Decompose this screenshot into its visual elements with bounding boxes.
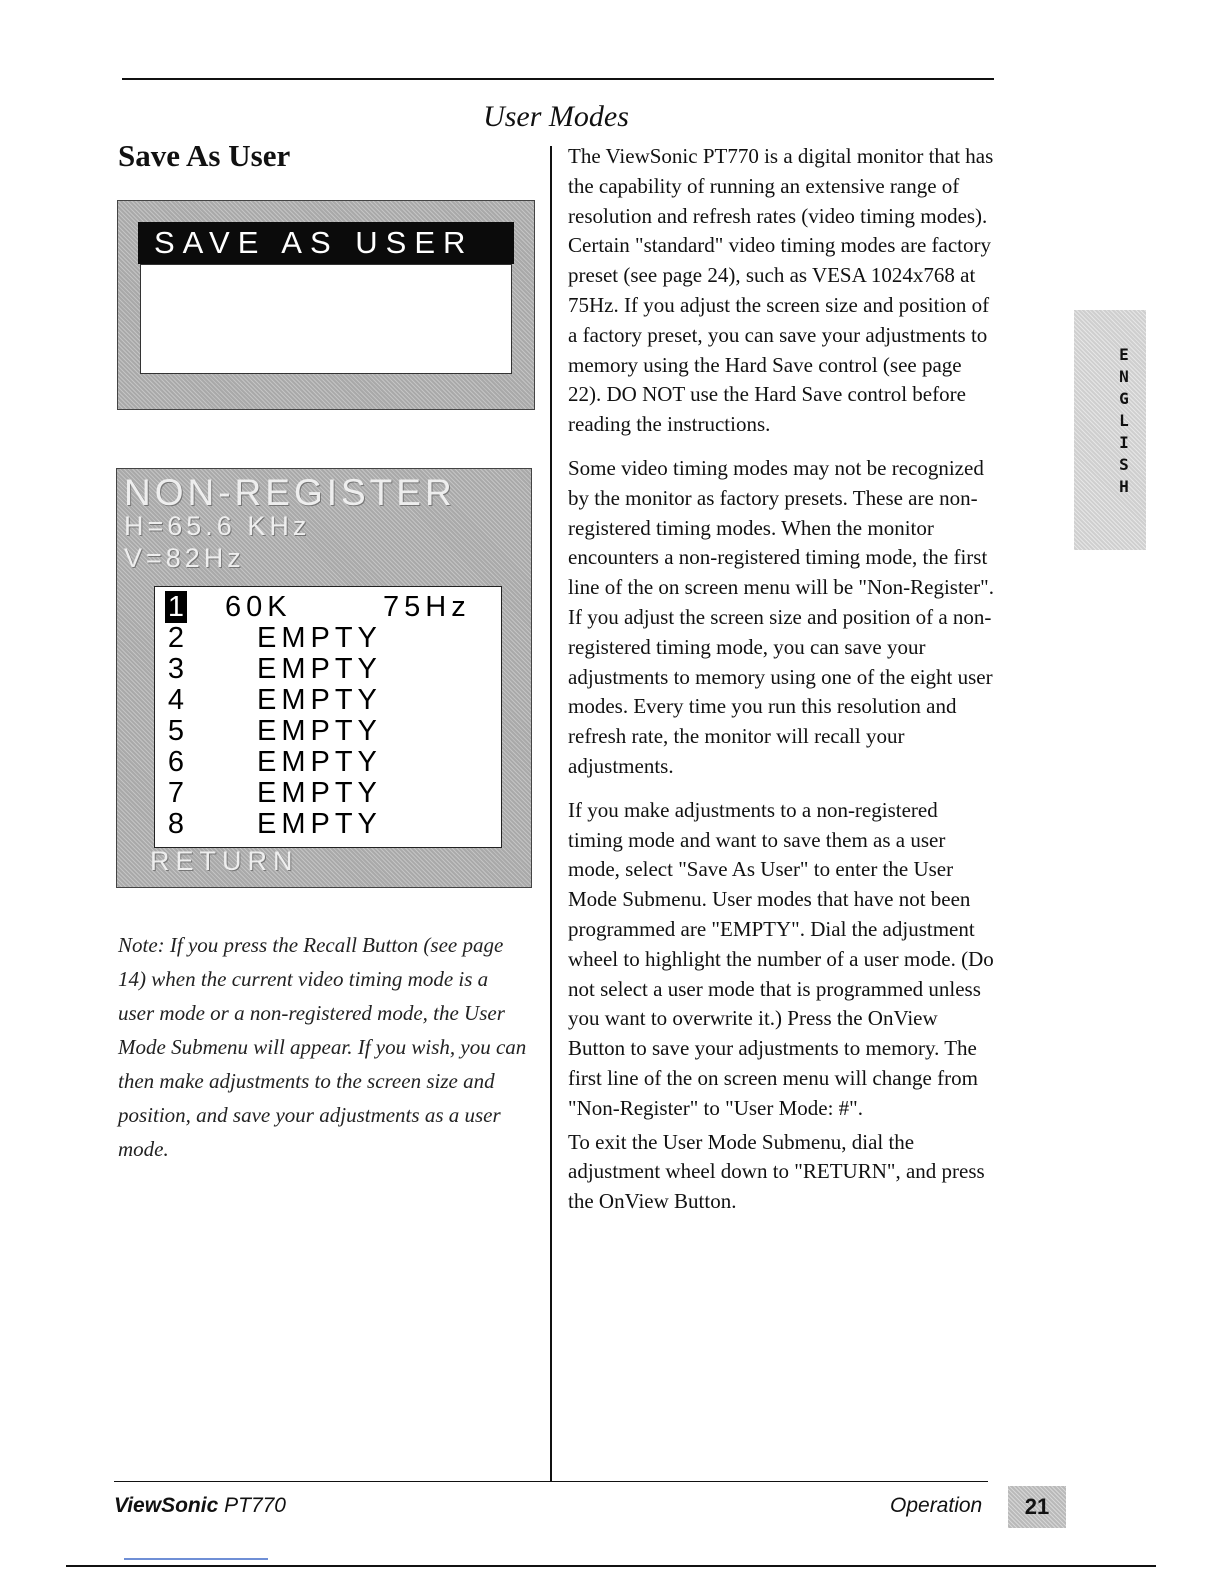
section-title: User Modes: [483, 100, 629, 133]
language-side-tab: [1074, 310, 1146, 550]
side-tab-letter: E: [1119, 345, 1129, 364]
side-tab-letter: L: [1119, 411, 1129, 430]
scan-mark: [124, 1558, 268, 1560]
osd-user-mode-row: [155, 591, 501, 623]
osd-user-mode-value: EMPTY: [257, 653, 382, 685]
osd-return-label: RETURN: [150, 846, 299, 876]
body-paragraph-1: The ViewSonic PT770 is a digital monitor that has the capability of running an extensive range of resolution and refresh rates (video timing modes). Certain "standard" video timing modes are factory preset (see page 24), such as VESA 1024x768 at 75Hz. If you adjust the screen size and position of a factory preset, you can save your adjustments to memory using the Hard Save control (see page 22). DO NOT use the Hard Save control before reading the instructions.: [568, 144, 994, 437]
footer-section: Operation: [890, 1494, 983, 1517]
footer-product: [114, 1494, 286, 1518]
osd-user-mode-number: 3: [167, 653, 185, 685]
osd-user-mode-number: 4: [167, 684, 185, 716]
recall-note: Note: If you press the Recall Button (see page 14) when the current video timing mode is a user mode or a non-registered mode, the User Mode Submenu will appear. If you wish, you can then make adjustments to the screen size and position, and save your adjustments as a user mode.: [118, 933, 527, 1161]
footer-rule: [114, 1481, 988, 1482]
osd-user-mode-row: [155, 653, 501, 685]
osd-user-mode-row: [155, 777, 501, 809]
osd-non-register-title: NON-REGISTER: [124, 472, 456, 513]
language-side-tab-letters: [1114, 344, 1134, 498]
body-text-column: [568, 142, 996, 1231]
body-paragraph-4: To exit the User Mode Submenu, dial the adjustment wheel down to "RETURN", and press the OnView Button.: [568, 1129, 985, 1214]
osd-user-mode-number: 6: [167, 746, 185, 778]
osd-user-mode-freq: 75Hz: [383, 591, 471, 623]
subhead-save-as-user: Save As User: [118, 138, 291, 173]
osd-user-mode-row: [155, 808, 501, 840]
osd-user-mode-value: 60K: [225, 591, 292, 623]
body-paragraph-3: If you make adjustments to a non-registered timing mode and want to save them as a user mode, select "Save As User" to enter the User Mode Submenu. User modes that have not been programmed are "EMPTY". Dial the adjustment wheel to highlight the number of a user mode. (Do not select a user mode that is programmed unless you want to overwrite it.) Press the OnView Button to save your adjustments to memory. The first line of the on screen menu will change from "Non-Register" to "User Mode: #".: [568, 797, 994, 1120]
side-tab-letter: I: [1119, 433, 1129, 452]
osd-user-mode-number: 7: [167, 777, 185, 809]
osd-v-frequency: V=82Hz: [124, 543, 245, 573]
osd-user-mode-row: [155, 684, 501, 716]
page-number: 21: [1008, 1486, 1066, 1528]
osd-user-mode-number: 2: [167, 622, 185, 654]
side-tab-letter: G: [1119, 389, 1129, 408]
osd-user-mode-list: [154, 586, 502, 848]
osd-user-mode-number: 8: [167, 808, 185, 840]
osd-user-mode-number: 1: [165, 591, 187, 623]
osd-user-mode-row: [155, 622, 501, 654]
osd-h-frequency: H=65.6 KHz: [124, 511, 311, 541]
osd-user-mode-value: EMPTY: [257, 684, 382, 716]
osd-user-mode-value: EMPTY: [257, 622, 382, 654]
osd-user-mode-value: EMPTY: [257, 808, 382, 840]
osd-user-mode-value: EMPTY: [257, 715, 382, 747]
side-tab-letter: S: [1119, 455, 1129, 474]
side-tab-letter: H: [1119, 477, 1129, 496]
bottom-edge-line: [66, 1565, 1156, 1567]
osd-user-mode-value: EMPTY: [257, 746, 382, 778]
osd-user-mode-number: 5: [167, 715, 185, 747]
side-tab-letter: N: [1119, 367, 1129, 386]
top-rule: [122, 78, 994, 80]
osd-user-mode-row: [155, 715, 501, 747]
body-paragraph-2: Some video timing modes may not be recognized by the monitor as factory presets. These are non-registered timing modes. When the monitor encounters a non-registered timing mode, the first line of the on screen menu will be "Non-Register". If you adjust the screen size and position of a non-registered timing mode, you can save your adjustments to memory using one of the eight user modes. Every time you run this resolution and refresh rate, the monitor will recall your adjustments.: [568, 455, 994, 778]
osd-user-mode-row: [155, 746, 501, 778]
osd-save-as-user-header: SAVE AS USER: [138, 222, 514, 264]
column-divider: [550, 146, 552, 1482]
osd-user-mode-value: EMPTY: [257, 777, 382, 809]
footer-brand: ViewSonic: [114, 1494, 219, 1517]
osd-save-as-user-body: [140, 264, 512, 374]
footer-model: PT770: [224, 1494, 286, 1517]
